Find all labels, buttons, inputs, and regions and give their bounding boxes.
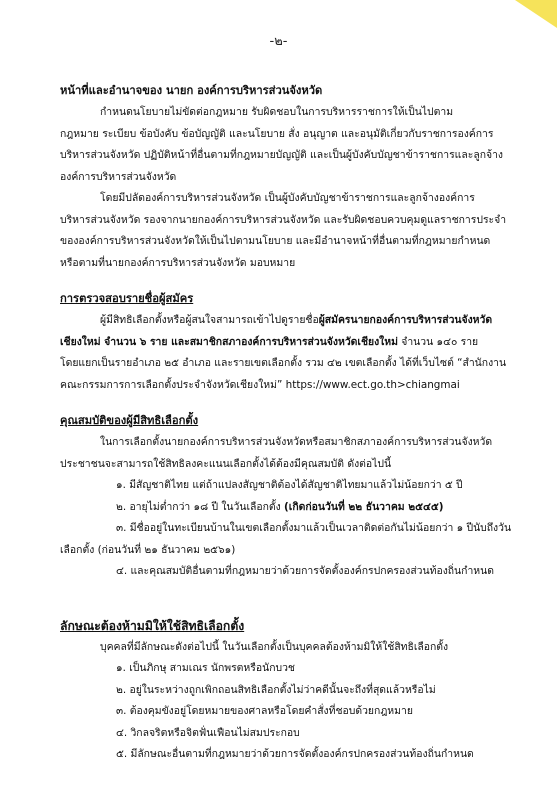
- text-run: ผู้มีสิทธิเลือกตั้งหรือผู้สนใจสามารถเข้าไปดูรายชื่อ: [100, 314, 319, 326]
- website-line: คณะกรรมการการเลือกตั้งประจำจังหวัดเชียงใหม่” https://www.ect.go.th>chiangmai: [60, 378, 460, 391]
- page-corner-fold: [515, 0, 557, 28]
- section-title-prohibited: ลักษณะต้องห้ามมิให้ใช้สิทธิเลือกตั้ง: [60, 618, 245, 633]
- list-item: [60, 497, 535, 519]
- paragraph-line: หรือตามที่นายกองค์การบริหารส่วนจังหวัด มอบหมาย: [60, 256, 296, 269]
- paragraph-line: [60, 310, 535, 332]
- list-item: ๑. มีสัญชาติไทย แต่ถ้าแปลงสัญชาติต้องได้สัญชาติไทยมาแล้วไม่น้อยกว่า ๕ ปี: [116, 479, 463, 491]
- paragraph-line: ในการเลือกตั้งนายกองค์การบริหารส่วนจังหวัดหรือสมาชิกสภาองค์การบริหารส่วนจังหวัด: [100, 436, 493, 448]
- paragraph-line: กฎหมาย ระเบียบ ข้อบังคับ ข้อบัญญัติ และนโยบาย สั่ง อนุญาต และอนุมัติเกี่ยวกับราชการองค์การ: [60, 127, 494, 140]
- paragraph-line: บริหารส่วนจังหวัด ปฏิบัติหน้าที่อื่นตามที่กฎหมายบัญญัติ และเป็นผู้บังคับบัญชาข้าราชการและลูกจ้าง: [60, 149, 503, 161]
- section-title-candidate-check: การตรวจสอบรายชื่อผู้สมัคร: [60, 292, 194, 305]
- paragraph-line: บริหารส่วนจังหวัด รองจากนายกองค์การบริหารส่วนจังหวัด และรับผิดชอบควบคุมดูแลราชการประจำ: [60, 213, 507, 226]
- paragraph-line: องค์การบริหารส่วนจังหวัด: [60, 170, 177, 183]
- list-item: ๕. มีลักษณะอื่นตามที่กฎหมายว่าด้วยการจัดตั้งองค์กรปกครองส่วนท้องถิ่นกำหนด: [116, 748, 474, 760]
- list-item: ๔. วิกลจริตหรือจิตฟั่นเฟือนไม่สมประกอบ: [116, 726, 300, 739]
- list-item: ๑. เป็นภิกษุ สามเณร นักพรตหรือนักบวช: [116, 662, 295, 674]
- document-body: [60, 80, 535, 766]
- paragraph-line: บุคคลที่มีลักษณะดังต่อไปนี้ ในวันเลือกตั้งเป็นบุคคลต้องห้ามมิให้ใช้สิทธิเลือกตั้ง: [100, 640, 449, 653]
- paragraph-line: ประชาชนจะสามารถใช้สิทธิลงคะแนนเลือกตั้งได้ต้องมีคุณสมบัติ ดังต่อไปนี้: [60, 457, 392, 470]
- list-item-continuation: เลือกตั้ง (ก่อนวันที่ ๒๑ ธันวาคม ๒๕๖๑): [60, 543, 236, 556]
- text-run-bold: ผู้สมัครนายกองค์การบริหารส่วนจังหวัด: [318, 314, 493, 326]
- text-run-bold: เชียงใหม่ จำนวน ๖ ราย และสมาชิกสภาองค์การบริหารส่วนจังหวัดเชียงใหม่: [60, 335, 398, 348]
- text-run-bold: (เกิดก่อนวันที่ ๒๒ ธันวาคม ๒๕๔๕): [284, 500, 444, 513]
- list-item: ๒. อยู่ในระหว่างถูกเพิกถอนสิทธิเลือกตั้งไม่ว่าคดีนั้นจะถึงที่สุดแล้วหรือไม่: [116, 683, 436, 696]
- paragraph-line: กำหนดนโยบายไม่ขัดต่อกฎหมาย รับผิดชอบในการบริหารราชการให้เป็นไปตาม: [100, 106, 454, 118]
- paragraph-line: โดยแยกเป็นรายอำเภอ ๒๕ อำเภอ และรายเขตเลือกตั้ง รวม ๔๒ เขตเลือกตั้ง ได้ที่เว็บไซต์ “สำนักงาน: [60, 357, 507, 369]
- list-item: ๓. ต้องคุมขังอยู่โดยหมายของศาลหรือโดยคำสั่งที่ชอบด้วยกฎหมาย: [116, 705, 413, 717]
- paragraph-line: โดยมีปลัดองค์การบริหารส่วนจังหวัด เป็นผู้บังคับบัญชาข้าราชการและลูกจ้างองค์การ: [100, 192, 475, 204]
- paragraph-line: [60, 332, 535, 354]
- section-title-duties: หน้าที่และอำนาจของ นายก องค์การบริหารส่วนจังหวัด: [60, 84, 323, 97]
- section-title-voter-qualifications: คุณสมบัติของผู้มีสิทธิเลือกตั้ง: [60, 414, 199, 427]
- list-item: ๔. และคุณสมบัติอื่นตามที่กฎหมายว่าด้วยการจัดตั้งองค์กรปกครองส่วนท้องถิ่นกำหนด: [116, 565, 494, 577]
- paragraph-line: ขององค์การบริหารส่วนจังหวัดให้เป็นไปตามนโยบาย และมีอำนาจหน้าที่อื่นตามที่กฎหมายกำหนด: [60, 235, 491, 247]
- text-run: ๒. อายุไม่ต่ำกว่า ๑๘ ปี ในวันเลือกตั้ง: [116, 500, 285, 513]
- text-run: จำนวน ๑๔๐ ราย: [397, 335, 479, 348]
- list-item: ๓. มีชื่ออยู่ในทะเบียนบ้านในเขตเลือกตั้งมาแล้วเป็นเวลาติดต่อกันไม่น้อยกว่า ๑ ปีนับถึงวัน: [116, 522, 512, 534]
- page-number: -๒-: [269, 34, 288, 49]
